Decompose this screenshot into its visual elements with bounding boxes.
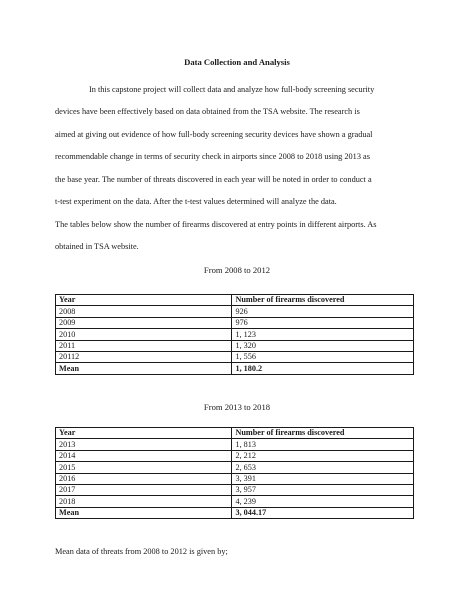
mean-label-cell: Mean — [56, 363, 232, 374]
table-row — [56, 317, 414, 328]
mean-row — [56, 507, 414, 518]
table-row — [56, 496, 414, 507]
year-cell: 2009 — [56, 317, 232, 328]
intro-line: aimed at giving out evidence of how full-body screening security devices have shown a gradual — [55, 129, 373, 139]
year-cell: 2016 — [56, 473, 232, 484]
mean-label-cell: Mean — [56, 507, 232, 518]
year-cell: 2017 — [56, 484, 232, 495]
table-row — [56, 450, 414, 461]
intro-line: recommendable change in terms of security check in airports since 2008 to 2018 using 2013 as — [55, 152, 370, 162]
year-cell: 2011 — [56, 340, 232, 351]
table-row — [56, 473, 414, 484]
year-column-header: Year — [56, 428, 232, 439]
intro-line: the base year. The number of threats discovered in each year will be noted in order to conduct a — [55, 174, 372, 184]
firearms-cell: 1, 123 — [232, 329, 414, 340]
table-row — [56, 439, 414, 450]
intro-line: t-test experiment on the data. After the t-test values determined will analyze the data. — [55, 197, 337, 207]
document-title: Data Collection and Analysis — [184, 57, 290, 67]
firearms-cell: 1, 556 — [232, 351, 414, 362]
firearms-column-header: Number of firearms discovered — [232, 295, 414, 306]
table-row — [56, 306, 414, 317]
firearms-cell: 1, 320 — [232, 340, 414, 351]
closing-line: Mean data of threats from 2008 to 2012 is given by; — [55, 547, 228, 556]
firearms-cell: 2, 653 — [232, 462, 414, 473]
firearms-cell: 3, 391 — [232, 473, 414, 484]
table-row — [56, 351, 414, 362]
tables-intro-line: The tables below show the number of firearms discovered at entry points in different airports. As — [55, 220, 377, 229]
firearms-cell: 3, 957 — [232, 484, 414, 495]
table1-caption: From 2008 to 2012 — [203, 265, 271, 275]
firearms-column-header: Number of firearms discovered — [232, 428, 414, 439]
year-cell: 2013 — [56, 439, 232, 450]
year-cell: 2018 — [56, 496, 232, 507]
year-cell: 2014 — [56, 450, 232, 461]
firearms-table-2008-2012 — [55, 294, 414, 375]
year-cell: 2008 — [56, 306, 232, 317]
year-cell: 2010 — [56, 329, 232, 340]
firearms-cell: 976 — [232, 317, 414, 328]
firearms-cell: 926 — [232, 306, 414, 317]
year-cell: 2015 — [56, 462, 232, 473]
mean-row — [56, 363, 414, 374]
closing-paragraph — [55, 541, 421, 563]
tables-intro-paragraph — [55, 214, 421, 259]
table-header-row — [56, 295, 414, 306]
mean-value-cell: 3, 044.17 — [232, 507, 414, 518]
intro-paragraph — [55, 79, 421, 213]
table-row — [56, 340, 414, 351]
firearms-cell: 4, 239 — [232, 496, 414, 507]
year-column-header: Year — [56, 295, 232, 306]
intro-line: In this capstone project will collect data and analyze how full-body screening security — [89, 85, 375, 94]
firearms-cell: 1, 813 — [232, 439, 414, 450]
firearms-cell: 2, 212 — [232, 450, 414, 461]
table-header-row — [56, 428, 414, 439]
tables-intro-line: obtained in TSA website. — [55, 242, 139, 252]
mean-value-cell: 1, 180.2 — [232, 363, 414, 374]
table2-caption: From 2013 to 2018 — [203, 402, 271, 412]
year-cell: 20112 — [56, 351, 232, 362]
table-row — [56, 329, 414, 340]
intro-line: devices have been effectively based on data obtained from the TSA website. The research is — [55, 107, 360, 117]
table-row — [56, 462, 414, 473]
table-row — [56, 484, 414, 495]
firearms-table-2013-2018 — [55, 427, 414, 519]
